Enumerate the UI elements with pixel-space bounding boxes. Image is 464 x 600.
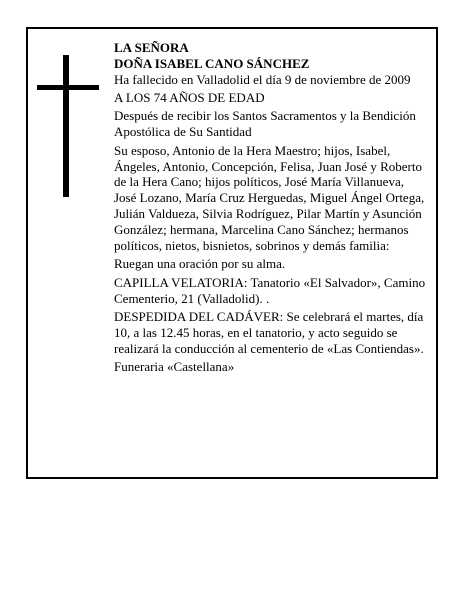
farewell-info: DESPEDIDA DEL CADÁVER: Se celebrará el martes, día 10, a las 12.45 horas, en el tanatorio, y acto seguido se realizará la conducción al cementerio de «Las Contiendas». [114, 308, 424, 356]
cross-horizontal-bar [37, 85, 99, 90]
funeral-home: Funeraria «Castellana» [114, 358, 235, 374]
notice-title: LA SEÑORA [114, 40, 189, 55]
chapel-info: CAPILLA VELATORIA: Tanatorio «El Salvador», Camino Cementerio, 21 (Valladolid). . [114, 274, 426, 306]
cross-icon [37, 55, 99, 197]
sacraments-line: Después de recibir los Santos Sacramentos y la Bendición Apostólica de Su Santidad [114, 108, 416, 140]
age-line: A LOS 74 AÑOS DE EDAD [114, 90, 265, 106]
prayer-request: Ruegan una oración por su alma. [114, 256, 286, 272]
death-info: Ha fallecido en Valladolid el día 9 de noviembre de 2009 [114, 71, 411, 87]
deceased-name: DOÑA ISABEL CANO SÁNCHEZ [114, 55, 310, 71]
family-list: Su esposo, Antonio de la Hera Maestro; hijos, Isabel, Ángeles, Antonio, Concepción, Felisa, Juan José y Roberto de la Hera Cano; hijos políticos, José María Villanueva, José Lozano, María Cruz Herguedas, Miguel Ángel Ortega, Julián Valdueza, Silvia Rodríguez, Pilar Martín y Asunción González; hermana, Marcelina Cano Sánchez; hermanos políticos, nietos, bisnietos, sobrinos y demás familia: [114, 142, 425, 254]
cross-vertical-bar [63, 55, 69, 197]
obituary-text [114, 40, 426, 377]
